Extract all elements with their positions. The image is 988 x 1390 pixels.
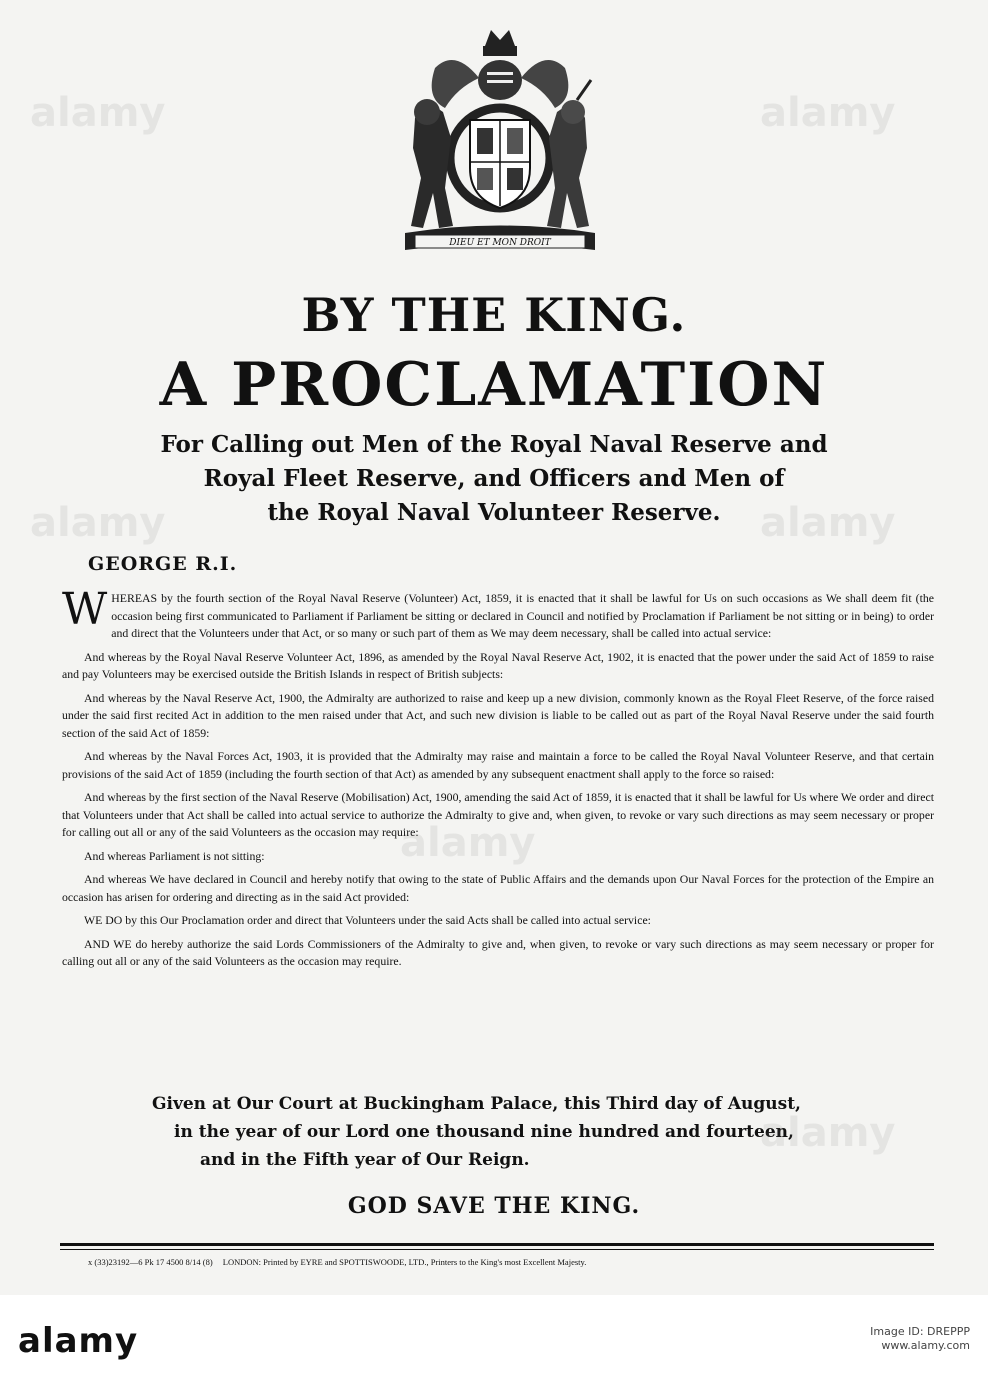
closing-god-save-the-king: GOD SAVE THE KING. [347,1193,641,1219]
crest-motto: DIEU ET MON DROIT [449,238,551,248]
given-line: in the year of our Lord one thousand nine hundred and fourteen, [174,1122,794,1142]
watermark-text: alamy [400,820,536,866]
watermark-text: alamy [760,90,896,136]
body-paragraph: And whereas by the Naval Reserve Act, 1900, the Admiralty are authorized to raise and keep up a new division, commonly known as the Royal Fleet Reserve, of the force raised under the said first recited Act in addition to the men raised under that Act, and such new division is liable to be called out as part of the Royal Naval Reserve under the said fourth section of the said Act of 1859: [62,690,934,740]
royal-coat-of-arms-icon [395,28,605,258]
body-paragraph: And whereas by the Royal Naval Reserve Volunteer Act, 1896, as amended by the Royal Naval Reserve Act, 1902, it is enacted that the power under the said Act of 1859 to raise and pay Volunteers may be exercised outside the British Islands in respect of British subjects: [62,649,934,681]
body-paragraph: AND WE do hereby authorize the said Lords Commissioners of the Admiralty to give and, when given, to revoke or vary such directions as may seem necessary or proper for calling out all or any of the said Volunteers as the occasion may require. [62,936,934,968]
body-paragraph: WE DO by this Our Proclamation order and direct that Volunteers under the said Acts shall be called into actual service: [84,913,651,927]
alamy-logo: alamy [18,1321,139,1361]
heading-by-the-king: BY THE KING. [301,288,687,342]
stock-info [870,1325,970,1353]
subtitle-line: Royal Fleet Reserve, and Officers and Men of [203,465,785,492]
imprint-text: LONDON: Printed by EYRE and SPOTTISWOODE, LTD., Printers to the King's most Excellent Majesty. [222,1257,587,1267]
drop-cap: W [62,584,108,635]
heading-proclamation: A PROCLAMATION [159,350,829,420]
imprint-reference: x (33)23192—6 Pk 17 4500 8/14 (8) [88,1257,213,1267]
proclamation-body [62,584,934,977]
site-url: www.alamy.com [881,1339,970,1352]
signatory: GEORGE R.I. [88,553,238,575]
body-paragraph: And whereas by the Naval Forces Act, 1903, it is provided that the Admiralty may raise and maintain a force to be called the Royal Naval Volunteer Reserve, and that certain provisions of the said Act of 1859 (including the fourth section of that Act) as amended by any subsequent enactment shall apply to the force so raised: [62,749,934,781]
watermark-text: alamy [30,90,166,136]
paragraph-text: HEREAS by the fourth section of the Royal Naval Reserve (Volunteer) Act, 1859, it is enacted that it shall be lawful for Us on such occasions as We shall deem fit (the occasion being first communicated to Parliament if Parliament be sitting or declared in Council and notified by Proclamation if Parliament be not sitting or in being) to order and direct that the Volunteers under that Act, or so many or such part of them as We may deem necessary, shall be called into actual service: [111,591,934,640]
printer-imprint [88,1257,594,1267]
subtitle-line: For Calling out Men of the Royal Naval Reserve and [160,431,828,458]
divider [60,1243,934,1246]
image-id: Image ID: DREPPP [870,1325,970,1338]
body-paragraph: And whereas by the first section of the Naval Reserve (Mobilisation) Act, 1900, amending the said Act of 1859, it is enacted that it shall be lawful for Us where We order and direct that Volunteers under that Act shall be called into actual service to authorize the Admiralty to give and, when given, to revoke or vary such directions as may seem necessary or proper for calling out all or any of the said Volunteers as the occasion may require: [62,790,934,839]
watermark-text: alamy [760,1110,896,1156]
given-line: and in the Fifth year of Our Reign. [200,1150,530,1170]
divider [60,1249,934,1250]
given-line: Given at Our Court at Buckingham Palace, this Third day of August, [152,1094,801,1114]
body-paragraph: And whereas We have declared in Council and hereby notify that owing to the state of Public Affairs and the demands upon Our Naval Forces for the protection of the Empire an occasion has arisen for ordering and directing as in the said Act provided: [62,872,934,904]
body-paragraph: And whereas Parliament is not sitting: [84,848,265,863]
watermark-text: alamy [760,500,896,546]
stock-banner [0,1295,988,1390]
body-paragraph [62,584,934,643]
watermark-text: alamy [30,500,166,546]
subtitle-line: the Royal Naval Volunteer Reserve. [267,499,721,526]
